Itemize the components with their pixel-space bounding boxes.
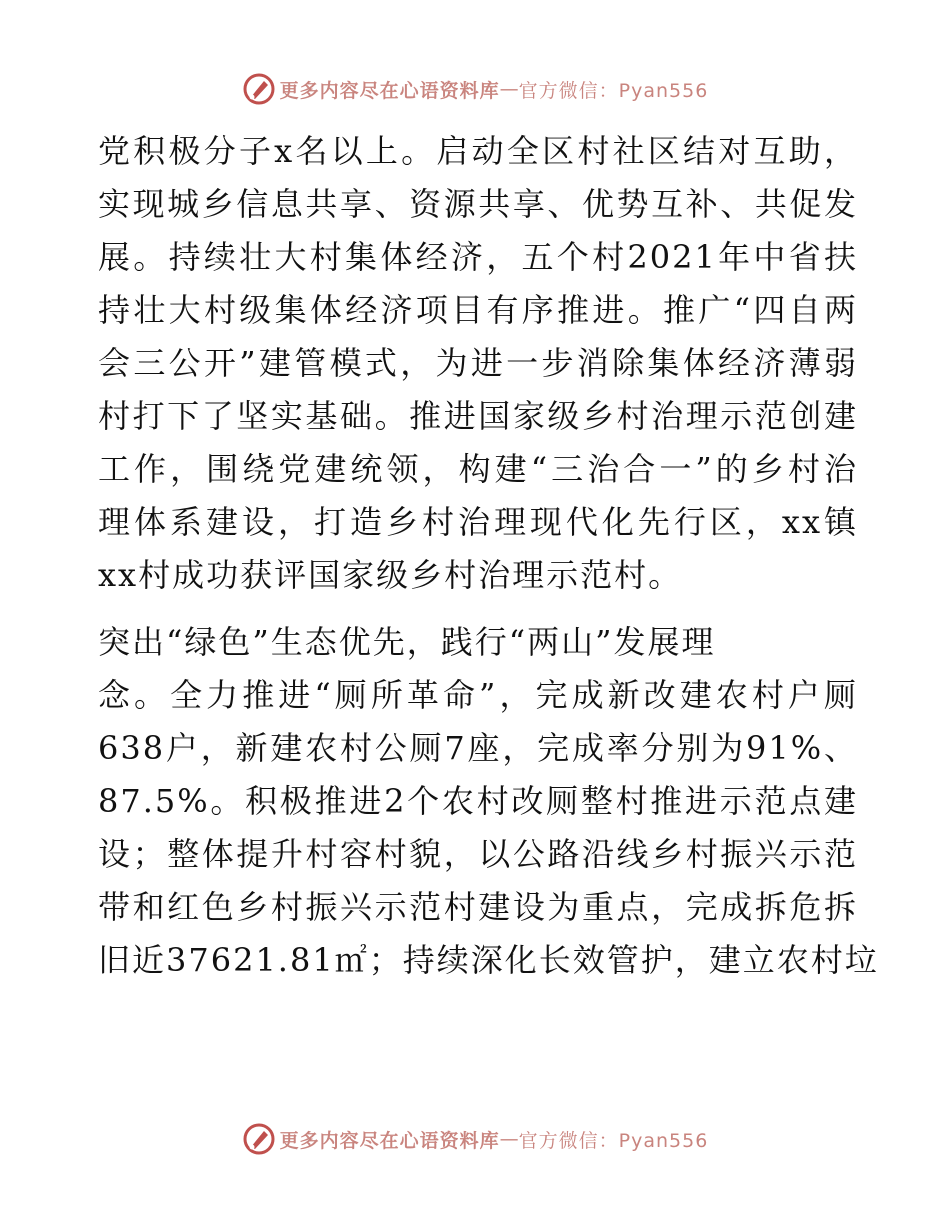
text-line: 工作，围绕党建统领，构建“三治合一”的乡村治	[98, 450, 858, 488]
watermark-suffix: 官方微信：Pyan556	[518, 1129, 709, 1152]
text-line: 党积极分子x名以上。启动全区村社区结对互助，	[98, 132, 858, 170]
watermark-footer	[0, 1122, 950, 1156]
text-line: 旧近37621.81㎡；持续深化长效管护，建立农村垃	[98, 941, 879, 979]
watermark-header	[0, 72, 950, 106]
document-body	[98, 125, 879, 987]
watermark-separator: —	[499, 1128, 519, 1150]
pen-circle-logo-icon	[242, 1122, 276, 1156]
text-line: 理体系建设，打造乡村治理现代化先行区，xx镇	[98, 503, 858, 541]
text-line: 村打下了坚实基础。推进国家级乡村治理示范创建	[98, 397, 858, 435]
watermark-suffix: 官方微信：Pyan556	[518, 79, 709, 102]
text-line: 87.5%。积极推进2个农村改厕整村推进示范点建	[98, 782, 858, 820]
text-line: 设；整体提升村容村貌，以公路沿线乡村振兴示范	[98, 835, 858, 873]
text-line: 突出“绿色”生态优先，践行“两山”发展理	[98, 623, 716, 661]
text-line: 实现城乡信息共享、资源共享、优势互补、共促发	[98, 185, 858, 223]
paragraph	[98, 616, 879, 987]
text-line: xx村成功获评国家级乡村治理示范村。	[98, 556, 683, 594]
paragraph	[98, 125, 858, 602]
watermark-separator: —	[499, 78, 519, 100]
text-line: 持壮大村级集体经济项目有序推进。推广“四自两	[98, 291, 858, 329]
text-line: 展。持续壮大村集体经济，五个村2021年中省扶	[98, 238, 858, 276]
text-line: 念。全力推进“厕所革命”，完成新改建农村户厕	[98, 676, 858, 714]
pen-circle-logo-icon	[242, 72, 276, 106]
text-line: 会三公开”建管模式，为进一步消除集体经济薄弱	[98, 344, 858, 382]
text-line: 638户，新建农村公厕7座，完成率分别为91%、	[98, 729, 858, 767]
paragraph-gap	[98, 602, 858, 616]
watermark-brand: 更多内容尽在心语资料库	[279, 1129, 500, 1152]
watermark-brand: 更多内容尽在心语资料库	[279, 79, 500, 102]
text-line: 带和红色乡村振兴示范村建设为重点，完成拆危拆	[98, 888, 858, 926]
